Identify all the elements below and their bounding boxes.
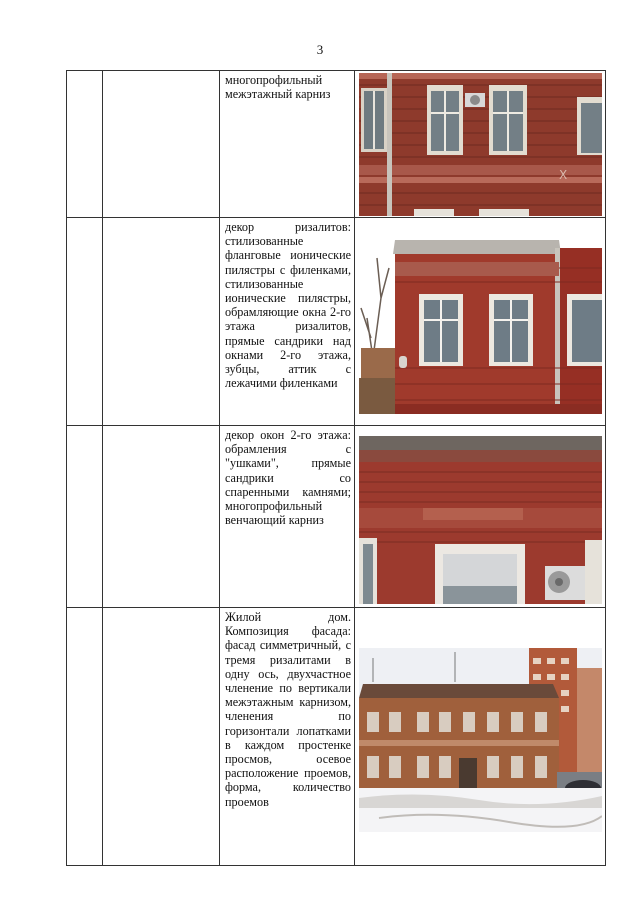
table-row: [67, 426, 606, 608]
description-cell: [220, 71, 355, 218]
description-text: декор окон 2-го этажа: обрамления с "ушками", прямые сандрики со спаренными камнями; многопрофильный венчающий карниз: [225, 428, 351, 528]
description-text: многопрофильный межэтажный карниз: [225, 73, 331, 102]
svg-text:X: X: [559, 168, 568, 182]
photo-cell: [355, 608, 606, 866]
description-text: Жилой дом. Композиция фасада: фасад симметричный, с тремя ризалитами в одну ось, двухчастное членение по вертикали межэтажным карнизом, членения по горизонтали лопатками в каждом простенке просмов, осевое расположение проемов, форма, количество проемов: [225, 610, 351, 809]
empty-cell: [67, 426, 103, 608]
photo-cornice-window: [359, 428, 601, 604]
empty-cell: [103, 608, 220, 866]
empty-cell: [67, 71, 103, 218]
photo-risalit-windows: [359, 220, 601, 414]
photo-cell: [355, 218, 606, 426]
page-number: 3: [316, 42, 324, 57]
empty-cell: [103, 71, 220, 218]
photo-brick-facade-windows: [359, 73, 601, 216]
table-row: [67, 218, 606, 426]
empty-cell: [103, 426, 220, 608]
photo-cell: [355, 426, 606, 608]
photo-building-street: [359, 610, 601, 832]
empty-cell: [103, 218, 220, 426]
table-row: [67, 71, 606, 218]
empty-cell: [67, 608, 103, 866]
empty-cell: [67, 218, 103, 426]
description-cell: [220, 608, 355, 866]
description-cell: [220, 218, 355, 426]
object-table: [66, 70, 606, 866]
description-text: декор ризалитов: стилизованные фланговые ионические пилястры с филенками, стилизованные ионические пилястры, обрамляющие окна 2-го этажа ризалитов, прямые сандрики над окнами 2-го этажа, зубцы, аттик с лежачими филенками: [225, 220, 351, 391]
description-cell: [220, 426, 355, 608]
photo-cell: [355, 71, 606, 218]
table-row: [67, 608, 606, 866]
